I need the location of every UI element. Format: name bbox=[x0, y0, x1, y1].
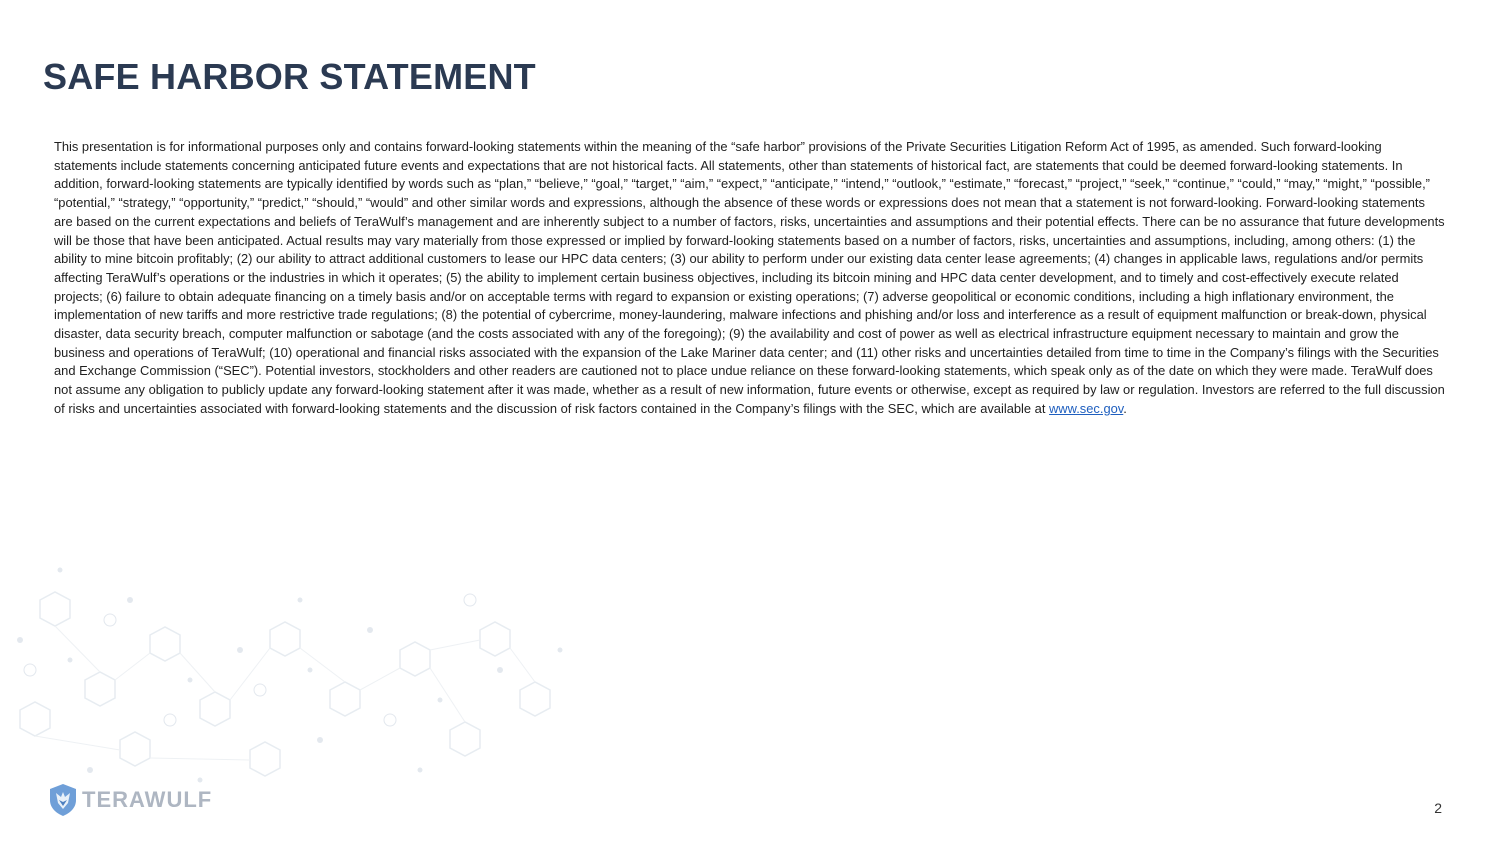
logo-wordmark: TERAWULF bbox=[82, 787, 213, 812]
page-title: SAFE HARBOR STATEMENT bbox=[43, 56, 536, 97]
safe-harbor-body bbox=[54, 138, 1446, 419]
background-hexagon-pattern bbox=[0, 540, 600, 800]
sec-website-link[interactable]: www.sec.gov bbox=[1049, 400, 1124, 416]
wolf-shield-icon bbox=[48, 783, 78, 817]
safe-harbor-body-text: This presentation is for informational purposes only and contains forward-looking statements within the meaning of the “safe harbor” provisions of the Private Securities Litigation Reform Act of 1995, as amended. Such forward-looking statements include statements concerning anticipated future events and expectations that are not historical facts. All statements, other than statements of historical fact, are statements that could be deemed forward-looking statements. In addition, forward-looking statements are typically identified by words such as “plan,” “believe,” “goal,” “target,” “aim,” “expect,” “anticipate,” “intend,” “outlook,” “estimate,” “forecast,” “project,” “seek,” “continue,” “could,” “may,” “might,” “possible,” “potential,” “strategy,” “opportunity,” “predict,” “should,” “would” and other similar words and expressions, although the absence of these words or expressions does not mean that a statement is not forward-looking. Forward-looking statements are based on the current expectations and beliefs of TeraWulf’s management and are inherently subject to a number of factors, risks, uncertainties and assumptions and their potential effects. There can be no assurance that future developments will be those that have been anticipated. Actual results may vary materially from those expressed or implied by forward-looking statements based on a number of factors, risks, uncertainties and assumptions, including, among others: (1) the ability to mine bitcoin profitably; (2) our ability to attract additional customers to lease our HPC data centers; (3) our ability to perform under our existing data center lease agreements; (4) changes in applicable laws, regulations and/or permits affecting TeraWulf’s operations or the industries in which it operates; (5) the ability to implement certain business objectives, including its bitcoin mining and HPC data center development, and to timely and cost-effectively execute related projects; (6) failure to obtain adequate financing on a timely basis and/or on acceptable terms with regard to expansion or existing operations; (7) adverse geopolitical or economic conditions, including a high inflationary environment, the implementation of new tariffs and more restrictive trade regulations; (8) the potential of cybercrime, money-laundering, malware infections and phishing and/or loss and interference as a result of equipment malfunction or break-down, physical disaster, data security breach, computer malfunction or sabotage (and the costs associated with any of the foregoing); (9) the availability and cost of power as well as electrical infrastructure equipment necessary to maintain and grow the business and operations of TeraWulf; (10) operational and financial risks associated with the expansion of the Lake Mariner data center; and (11) other risks and uncertainties detailed from time to time in the Company’s filings with the Securities and Exchange Commission (“SEC”). Potential investors, stockholders and other readers are cautioned not to place undue reliance on these forward-looking statements, which speak only as of the date on which they were made. TeraWulf does not assume any obligation to publicly update any forward-looking statement after it was made, whether as a result of new information, future events or otherwise, except as required by law or regulation. Investors are referred to the full discussion of risks and uncertainties associated with forward-looking statements and the discussion of risk factors contained in the Company’s filings with the SEC, which are available at bbox=[54, 139, 1445, 416]
page-number: 2 bbox=[1434, 800, 1442, 816]
body-end-punctuation: . bbox=[1123, 400, 1127, 416]
terawulf-logo bbox=[48, 780, 212, 820]
